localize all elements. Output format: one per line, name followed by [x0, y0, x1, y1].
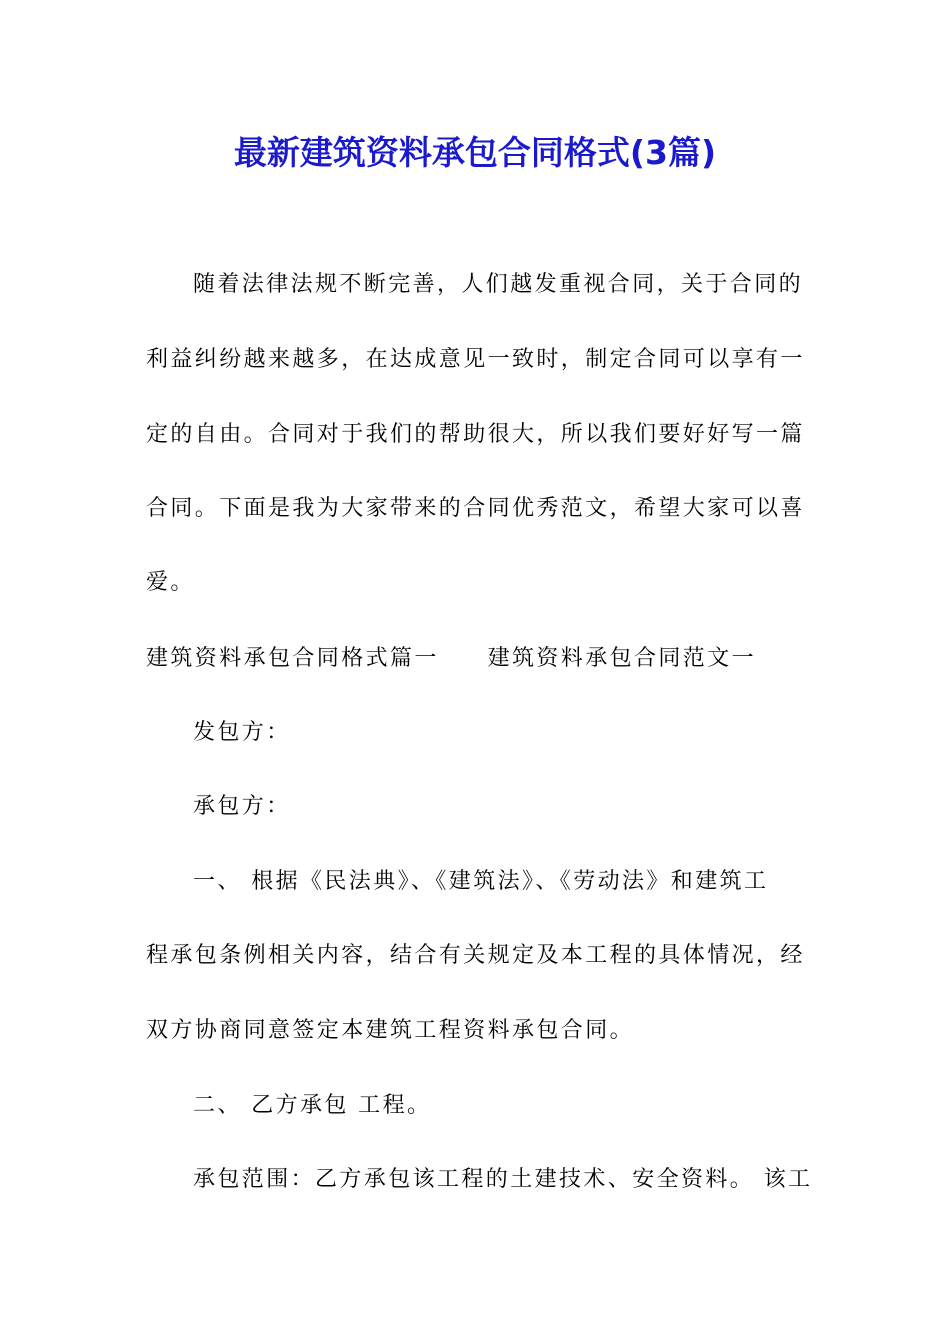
- party-a-label: 发包方：: [193, 720, 291, 745]
- paragraph-line-4: 合同。下面是我为大家带来的合同优秀范文，希望大家可以喜: [146, 496, 805, 521]
- scope-line: 承包范围：乙方承包该工程的土建技术、安全资料。 该工: [193, 1167, 813, 1192]
- paragraph-line-5: 爱。: [146, 570, 195, 595]
- paragraph-line-2: 利益纠纷越来越多，在达成意见一致时，制定合同可以享有一: [146, 347, 805, 372]
- paragraph-line-3: 定的自由。合同对于我们的帮助很大，所以我们要好好写一篇: [146, 422, 805, 447]
- clause-1-line-3: 双方协商同意签定本建筑工程资料承包合同。: [146, 1018, 635, 1043]
- clause-1-line-1: 一、 根据《民法典》、《建筑法》、《劳动法》和建筑工: [193, 869, 769, 894]
- document-title: 最新建筑资料承包合同格式(3篇): [233, 133, 717, 172]
- section-heading: 建筑资料承包合同格式篇一 建筑资料承包合同范文一: [146, 646, 757, 671]
- clause-2-line: 二、 乙方承包 工程。: [193, 1093, 432, 1118]
- party-b-label: 承包方：: [193, 794, 291, 819]
- paragraph-line-1: 随着法律法规不断完善，人们越发重视合同，关于合同的: [193, 272, 804, 297]
- clause-1-line-2: 程承包条例相关内容，结合有关规定及本工程的具体情况，经: [146, 943, 805, 968]
